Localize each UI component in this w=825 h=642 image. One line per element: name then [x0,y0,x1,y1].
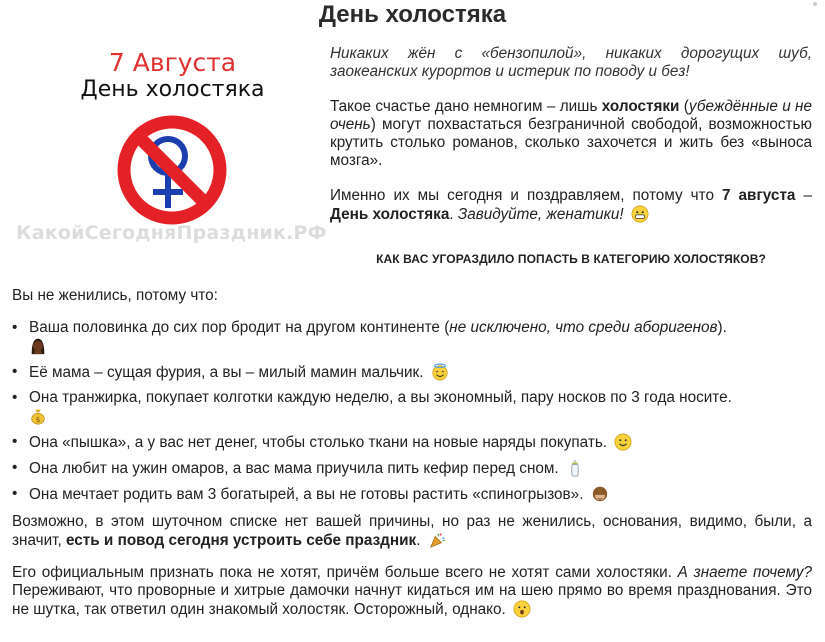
woman-emoji [29,337,47,355]
list-item: • Она транжирка, покупает колготки каждую неделю, а вы экономный, пару носков по 3 года носите. $ [12,389,812,426]
page-title: День холостяка [318,1,507,28]
article-body [12,287,812,619]
corner-dot [813,2,817,6]
paragraph-official: Его официальным признать пока не хотят, причём больше всего не хотят сами холостяки. А знаете почему? Переживают, что проворные и хитрые дамочки начнут кидаться им на шею прямо во время празднования. Это не шутка, так ответил один знакомый холостяк. Осторожный, однако. [12,564,812,618]
smile-emoji [614,433,632,451]
list-item: • Её мама – сущая фурия, а вы – милый мамин мальчик. [12,363,812,382]
list-item: • Ваша половинка до сих пор бродит на другом континенте (не исключено, что среди аборигенов). [12,319,812,356]
money-bag-emoji [29,407,47,425]
holiday-badge [60,48,280,248]
party-popper-emoji [428,531,446,549]
list-lead: Вы не женились, потому что: [12,287,218,304]
section-heading: КАК ВАС УГОРАЗДИЛО ПОПАСТЬ В КАТЕГОРИЮ ХОЛОСТЯКОВ? [376,252,766,266]
grin-emoji [631,205,649,223]
reasons-list [12,319,812,504]
site-watermark: КакойСегодняПраздник.РФ [16,222,327,244]
paragraph-reason: Возможно, в этом шуточном списке нет вашей причины, но раз не женились, основания, видимо, были, а значит, есть и повод сегодня устроить себе праздник. [12,513,812,549]
intro-paragraph-3: Именно их мы сегодня и поздравляем, потому что 7 августа – День холостяка. Завидуйте, женатики! [330,187,812,223]
baby-bottle-emoji [566,459,584,477]
list-item: • Она любит на ужин омаров, а вас мама приучила пить кефир перед сном. [12,459,812,478]
list-item: • Она «пышка», а у вас нет денег, чтобы столько ткани на новые наряды покупать. [12,433,812,452]
intro-text [330,45,812,241]
svg-text:$: $ [35,414,41,424]
badge-date: 7 Августа [108,48,237,77]
list-item: • Она мечтает родить вам 3 богатырей, а вы не готовы растить «спиногрызов». [12,485,812,504]
see-no-evil-monkey-emoji [591,485,609,503]
no-women-icon [110,108,235,233]
hushed-face-emoji [513,600,531,618]
halo-smile-emoji [431,363,449,381]
intro-paragraph-1: Никаких жён с «бензопилой», никаких дорогущих шуб, заокеанских курортов и истерик по поводу и без! [330,45,812,80]
badge-name: День холостяка [80,77,265,102]
intro-paragraph-2: Такое счастье дано немногим – лишь холостяки (убеждённые и не очень) могут похвастаться безграничной свободой, возможностью крутить столько романов, сколько захочется и жить без «выноса мозга». [330,98,812,169]
